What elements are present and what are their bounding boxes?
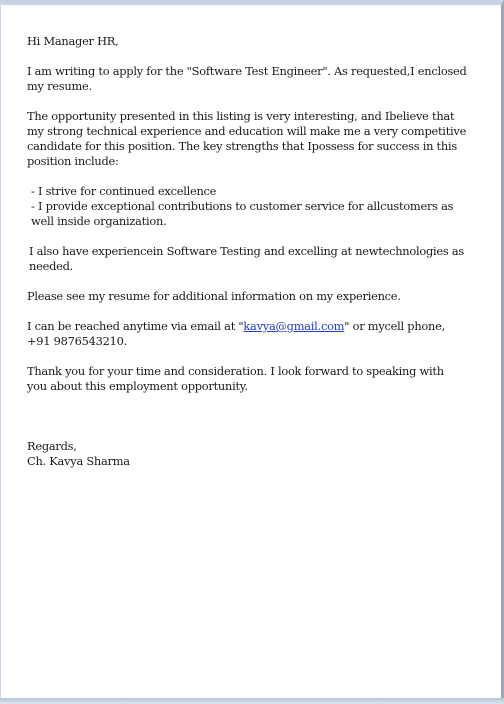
greeting: Hi Manager HR, bbox=[27, 34, 119, 48]
contact-text-before: I can be reached anytime via email at " bbox=[27, 319, 244, 333]
list-item: - I provide exceptional contributions to customer service for allcustomers as well inside organization. bbox=[31, 199, 454, 228]
letter-body bbox=[27, 34, 467, 469]
paragraph-contact bbox=[27, 319, 467, 349]
paragraph-resume: Please see my resume for additional information on my experience. bbox=[27, 289, 401, 303]
paragraph-strengths: The opportunity presented in this listing is very interesting, and Ibelieve that my strong technical experience and education will make me a very competitive candidate for this position. The key strengths that Ipossess for success in this position include: bbox=[27, 109, 467, 168]
paragraph-thanks: Thank you for your time and consideration. I look forward to speaking with you about this employment opportunity. bbox=[27, 364, 444, 393]
page-bottom-edge bbox=[0, 698, 504, 704]
spacer bbox=[27, 409, 467, 439]
paragraph-experience: I also have experiencein Software Testing and excelling at newtechnologies as needed. bbox=[29, 244, 465, 273]
list-item: - I strive for continued excellence bbox=[31, 184, 217, 198]
contact-text-after: " or mycell phone, +91 9876543210. bbox=[27, 319, 445, 348]
paragraph-intro: I am writing to apply for the "Software Test Engineer". As requested,I enclosed my resume. bbox=[27, 64, 467, 93]
signature: Ch. Kavya Sharma bbox=[27, 454, 130, 468]
closing: Regards, bbox=[27, 439, 77, 453]
email-link[interactable]: kavya@gmail.com bbox=[243, 319, 345, 333]
strengths-list bbox=[27, 184, 467, 229]
